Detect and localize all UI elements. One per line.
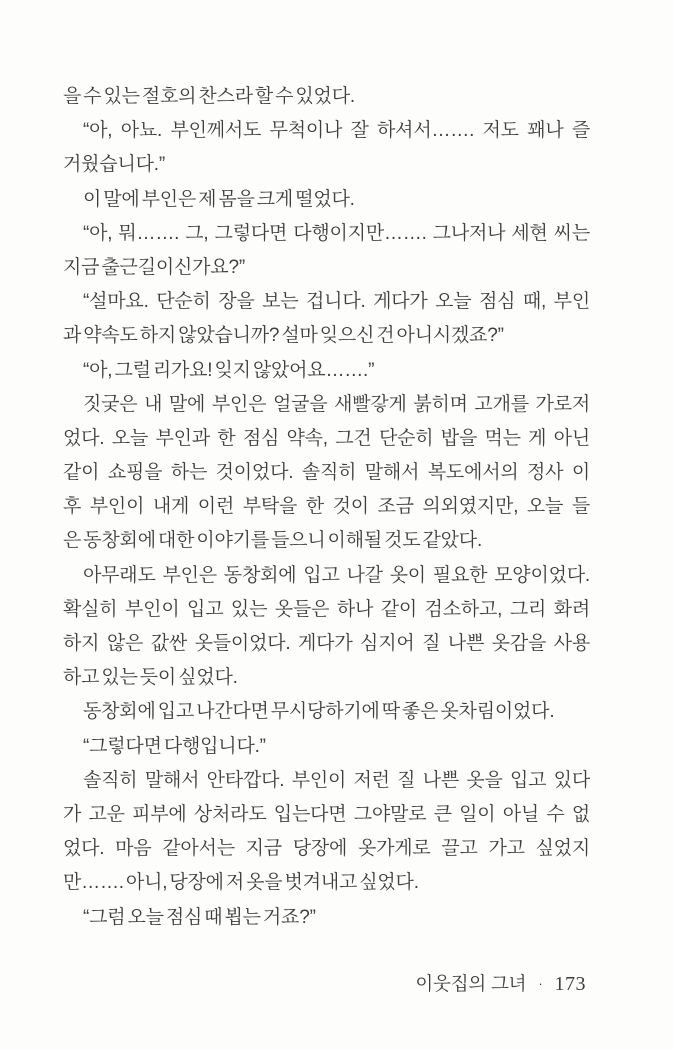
text-line: 확실히 부인이 입고 있는 옷들은 하나 같이 검소하고, 그리 화려 xyxy=(63,598,590,620)
text-line: “아, 뭐……. 그, 그렇다면 다행이지만……. 그나저나 세현 씨는 xyxy=(83,222,590,244)
page-footer xyxy=(63,970,586,996)
text-line: 지금 출근길이신가요?” xyxy=(63,256,245,278)
text-line: 이 말에 부인은 제 몸을 크게 떨었다. xyxy=(83,188,355,210)
text-line: 후 부인이 내게 이런 부탁을 한 것이 조금 의외였지만, 오늘 들 xyxy=(63,496,590,518)
text-line: “설마요. 단순히 장을 보는 겁니다. 게다가 오늘 점심 때, 부인 xyxy=(83,291,590,313)
text-line: “아, 아뇨. 부인께서도 무척이나 잘 하셔서……. 저도 꽤나 즐 xyxy=(83,120,590,142)
text-line: 아무래도 부인은 동창회에 입고 나갈 옷이 필요한 모양이었다. xyxy=(83,564,590,586)
text-line: 거웠습니다.” xyxy=(63,154,165,176)
text-line: “아, 그럴 리가요! 잊지 않았어요…….” xyxy=(83,359,375,381)
text-line: 만……. 아니, 당장에 저 옷을 벗겨내고 싶었다. xyxy=(63,872,419,894)
text-line: 을 수 있는 절호의 찬스라 할 수 있었다. xyxy=(63,86,355,107)
footer-page-number: 173 xyxy=(554,973,586,995)
text-line: 같이 쇼핑을 하는 것이었다. 솔직히 말해서 복도에서의 정사 이 xyxy=(63,462,590,484)
body-text-block xyxy=(63,80,590,935)
text-line: 하고 있는 듯이 싶었다. xyxy=(63,667,238,689)
text-line: 솔직히 말해서 안타깝다. 부인이 저런 질 나쁜 옷을 입고 있다 xyxy=(83,769,590,791)
text-line: 짓궂은 내 말에 부인은 얼굴을 새빨갛게 붉히며 고개를 가로저 xyxy=(83,393,590,415)
text-line: 었다. 오늘 부인과 한 점심 약속, 그건 단순히 밥을 먹는 게 아닌 xyxy=(63,427,590,449)
footer-separator-dot: · xyxy=(538,976,543,991)
text-line: 과 약속도 하지 않았습니까? 설마 잊으신 건 아니시겠죠?” xyxy=(63,325,504,347)
text-line: “그렇다면 다행입니다.” xyxy=(83,735,266,757)
text-line: 동창회에 입고 나간다면 무시당하기에 딱 좋은 옷차림이었다. xyxy=(83,701,555,723)
text-line: 가 고운 피부에 상처라도 입는다면 그야말로 큰 일이 아닐 수 없 xyxy=(63,803,590,825)
text-line: 은 동창회에 대한 이야기를 들으니 이해될 것도 같았다. xyxy=(63,530,483,552)
footer-chapter-title: 이웃집의 그녀 xyxy=(415,973,527,994)
text-line: 었다. 마음 같아서는 지금 당장에 옷가게로 끌고 가고 싶었지 xyxy=(63,838,590,860)
text-line: “그럼 오늘 점심 때 뵙는 거죠?” xyxy=(83,906,316,928)
text-line: 하지 않은 값싼 옷들이었다. 게다가 심지어 질 나쁜 옷감을 사용 xyxy=(63,633,590,654)
